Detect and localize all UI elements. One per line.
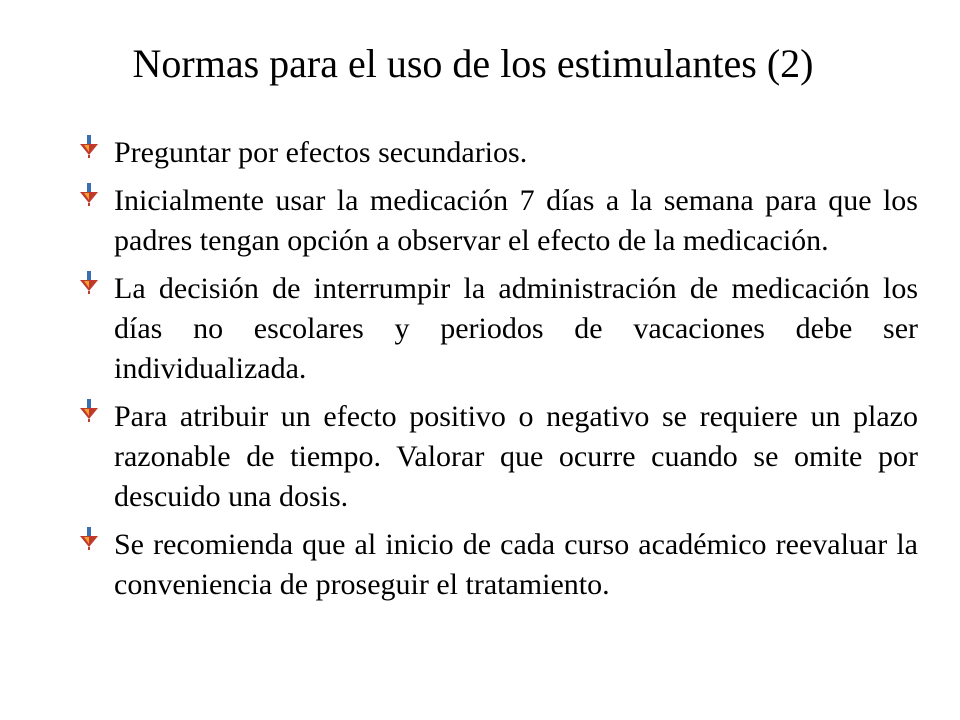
arrow-down-bullet-icon [78,527,100,551]
bullet-text: Para atribuir un efecto positivo o negativo se requiere un plazo razonable de tiempo. Valorar que ocurre cuando se omite por descuido una dosis. [114,400,918,513]
list-item [78,269,918,389]
list-item [78,133,918,173]
list-item [78,181,918,261]
arrow-down-bullet-icon [78,271,100,295]
arrow-down-bullet-icon [78,135,100,159]
bullet-text: Se recomienda que al inicio de cada curso académico reevaluar la conveniencia de proseguir el tratamiento. [114,528,918,601]
arrow-down-bullet-icon [78,399,100,423]
bullet-text: Preguntar por efectos secundarios. [114,136,528,169]
list-item [78,397,918,517]
arrow-down-bullet-icon [78,183,100,207]
list-item [78,525,918,605]
bullet-list [78,133,918,613]
bullet-text: La decisión de interrumpir la administración de medicación los días no escolares y periodos de vacaciones debe ser individualizada. [114,272,918,385]
bullet-text: Inicialmente usar la medicación 7 días a la semana para que los padres tengan opción a observar el efecto de la medicación. [114,184,918,257]
slide-title: Normas para el uso de los estimulantes (2) [132,41,814,86]
